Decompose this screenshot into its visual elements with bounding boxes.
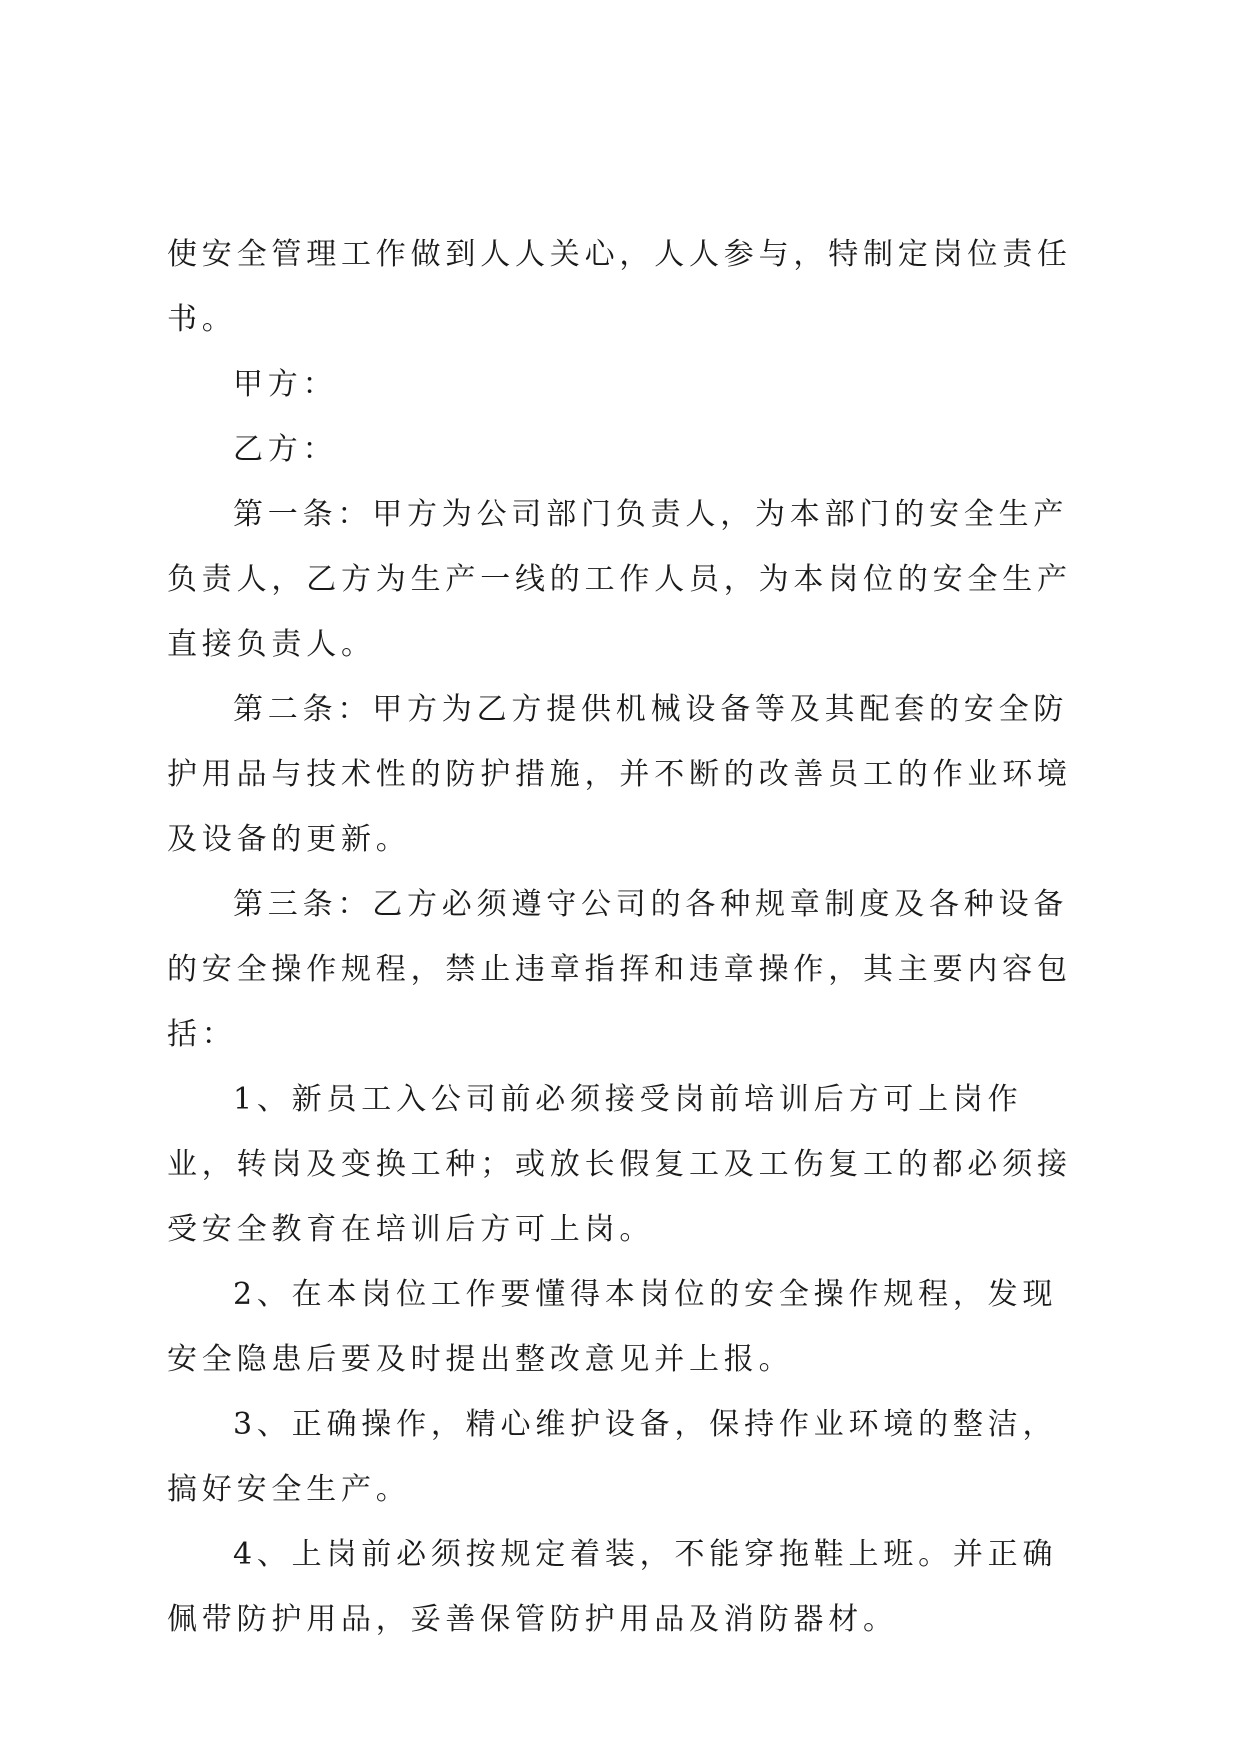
party-b-line: 乙方： — [233, 432, 338, 467]
party-a-line: 甲方： — [233, 367, 338, 402]
document-body — [167, 222, 1089, 1652]
list-item-3: 3、正确操作，精心维护设备，保持作业环境的整洁，搞好安全生产。 — [167, 1407, 1058, 1507]
article-2: 第二条：甲方为乙方提供机械设备等及其配套的安全防护用品与技术性的防护措施，并不断的改善员工的作业环境及设备的更新。 — [167, 692, 1072, 857]
article-1: 第一条：甲方为公司部门负责人，为本部门的安全生产负责人，乙方为生产一线的工作人员，为本岗位的安全生产直接负责人。 — [167, 497, 1072, 662]
list-item-2: 2、在本岗位工作要懂得本岗位的安全操作规程，发现安全隐患后要及时提出整改意见并上报。 — [167, 1277, 1058, 1377]
article-3: 第三条：乙方必须遵守公司的各种规章制度及各种设备的安全操作规程，禁止违章指挥和违章操作，其主要内容包括： — [167, 887, 1072, 1052]
paragraph-intro: 使安全管理工作做到人人关心，人人参与，特制定岗位责任书。 — [167, 237, 1072, 337]
list-item-4: 4、上岗前必须按规定着装，不能穿拖鞋上班。并正确佩带防护用品，妥善保管防护用品及消防器材。 — [167, 1537, 1058, 1637]
list-item-1: 1、新员工入公司前必须接受岗前培训后方可上岗作业，转岗及变换工种；或放长假复工及工伤复工的都必须接受安全教育在培训后方可上岗。 — [167, 1082, 1072, 1247]
